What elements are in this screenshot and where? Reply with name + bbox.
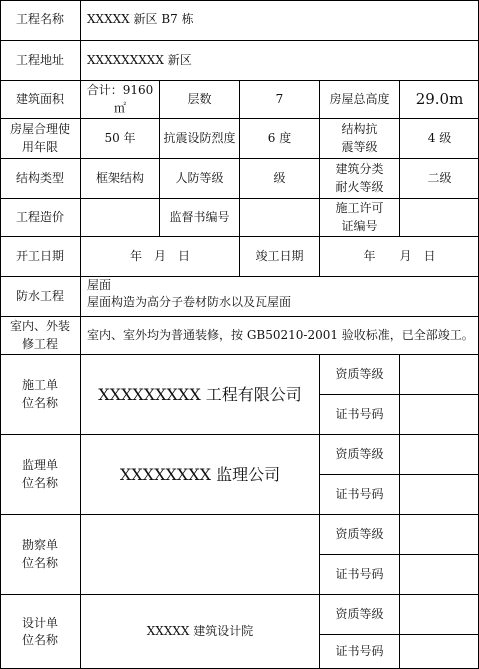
survey-unit-qual-label: 资质等级 [335, 526, 384, 541]
construction-unit-label-line2: 位名称 [21, 395, 58, 410]
start-date-label: 开工日期 [15, 248, 64, 263]
completion-date-label: 竣工日期 [255, 248, 304, 263]
floors-label: 层数 [187, 91, 212, 106]
structure-type-label: 结构类型 [15, 170, 64, 185]
decoration-label [0, 317, 80, 354]
project-address-label: 工程地址 [15, 52, 64, 67]
structure-type-value: 框架结构 [95, 170, 144, 185]
waterproof-line2: 屋面构造为高分子卷材防水以及瓦屋面 [87, 295, 292, 310]
decoration-label-line2: 修工程 [21, 336, 58, 351]
survey-unit-label-line2: 位名称 [21, 555, 58, 570]
permit-no-label-line2: 证编号 [341, 218, 378, 233]
design-unit-name: XXXXX 建筑设计院 [146, 624, 254, 639]
supervision-unit-cert-label: 证书号码 [335, 486, 384, 501]
structure-seismic-grade-label [320, 119, 399, 158]
building-area-value [81, 81, 159, 118]
supervision-no-label: 监督书编号 [169, 209, 230, 224]
supervision-unit-label-line2: 位名称 [21, 475, 58, 490]
waterproof-label: 防水工程 [15, 288, 64, 303]
supervision-unit-label [0, 435, 80, 514]
fire-class-value: 二级 [427, 170, 452, 185]
building-area-total: 合计：9160 [86, 83, 154, 98]
permit-no-label [320, 199, 399, 236]
fire-class-label-line2: 耐火等级 [335, 179, 384, 194]
cost-value [81, 199, 159, 236]
design-unit-cert-label: 证书号码 [335, 644, 384, 659]
fire-class-label-line1: 建筑分类 [335, 162, 384, 177]
floors-value: 7 [275, 91, 284, 106]
civil-defense-value: 级 [273, 170, 286, 185]
structure-seismic-grade-value: 4 级 [427, 130, 452, 145]
decoration-label-line1: 室内、外装 [9, 319, 70, 334]
design-unit-qual-label: 资质等级 [335, 606, 384, 621]
survey-unit-cert-label: 证书号码 [335, 566, 384, 581]
construction-unit-label-line1: 施工单 [21, 378, 58, 393]
structure-seismic-grade-label-line2: 震等级 [341, 139, 378, 154]
building-area-label: 建筑面积 [15, 91, 64, 106]
design-unit-label-line2: 位名称 [21, 633, 58, 647]
project-address-value: XXXXXXXXX 新区 [87, 52, 192, 67]
survey-unit-label-line1: 勘察单 [21, 538, 58, 553]
supervision-unit-name: XXXXXXXX 监理公司 [119, 464, 281, 484]
service-life-label-line2: 用年限 [21, 139, 58, 154]
supervision-no-value [240, 199, 319, 236]
start-date-value: 年 月 日 [129, 248, 190, 263]
cost-label: 工程造价 [15, 209, 64, 224]
fire-class-label [320, 159, 399, 198]
total-height-value: 29.0m [415, 89, 464, 108]
structure-seismic-grade-label-line1: 结构抗 [341, 122, 378, 137]
permit-no-label-line1: 施工许可 [335, 201, 384, 216]
service-life-value: 50 年 [104, 130, 136, 145]
construction-unit-qual-label: 资质等级 [335, 366, 384, 381]
construction-unit-name: XXXXXXXXX 工程有限公司 [98, 384, 302, 404]
permit-no-value [400, 199, 479, 236]
project-name-value: XXXXX 新区 B7 栋 [87, 12, 194, 27]
completion-date-value: 年 月 日 [363, 248, 436, 263]
supervision-unit-label-line1: 监理单 [21, 458, 58, 473]
service-life-label [0, 119, 80, 158]
service-life-label-line1: 房屋合理使 [9, 122, 70, 137]
construction-unit-cert-label: 证书号码 [335, 406, 384, 421]
survey-unit-label [0, 515, 80, 594]
waterproof-line1: 屋面 [87, 278, 112, 292]
project-name-label: 工程名称 [15, 12, 64, 27]
supervision-unit-qual-label: 资质等级 [335, 446, 384, 461]
civil-defense-label: 人防等级 [175, 170, 224, 185]
construction-unit-label [0, 355, 80, 434]
total-height-label: 房屋总高度 [329, 91, 390, 106]
decoration-value: 室内、室外均为普通装修，按 GB50210-2001 验收标准，已全部竣工。 [87, 327, 474, 342]
waterproof-value [81, 277, 479, 316]
seismic-value: 6 度 [267, 130, 292, 145]
survey-unit-name [81, 515, 319, 594]
design-unit-label-line1: 设计单 [21, 615, 58, 630]
seismic-label: 抗震设防烈度 [163, 130, 236, 145]
design-unit-label [0, 595, 80, 669]
building-area-unit: ㎡ [113, 100, 126, 115]
